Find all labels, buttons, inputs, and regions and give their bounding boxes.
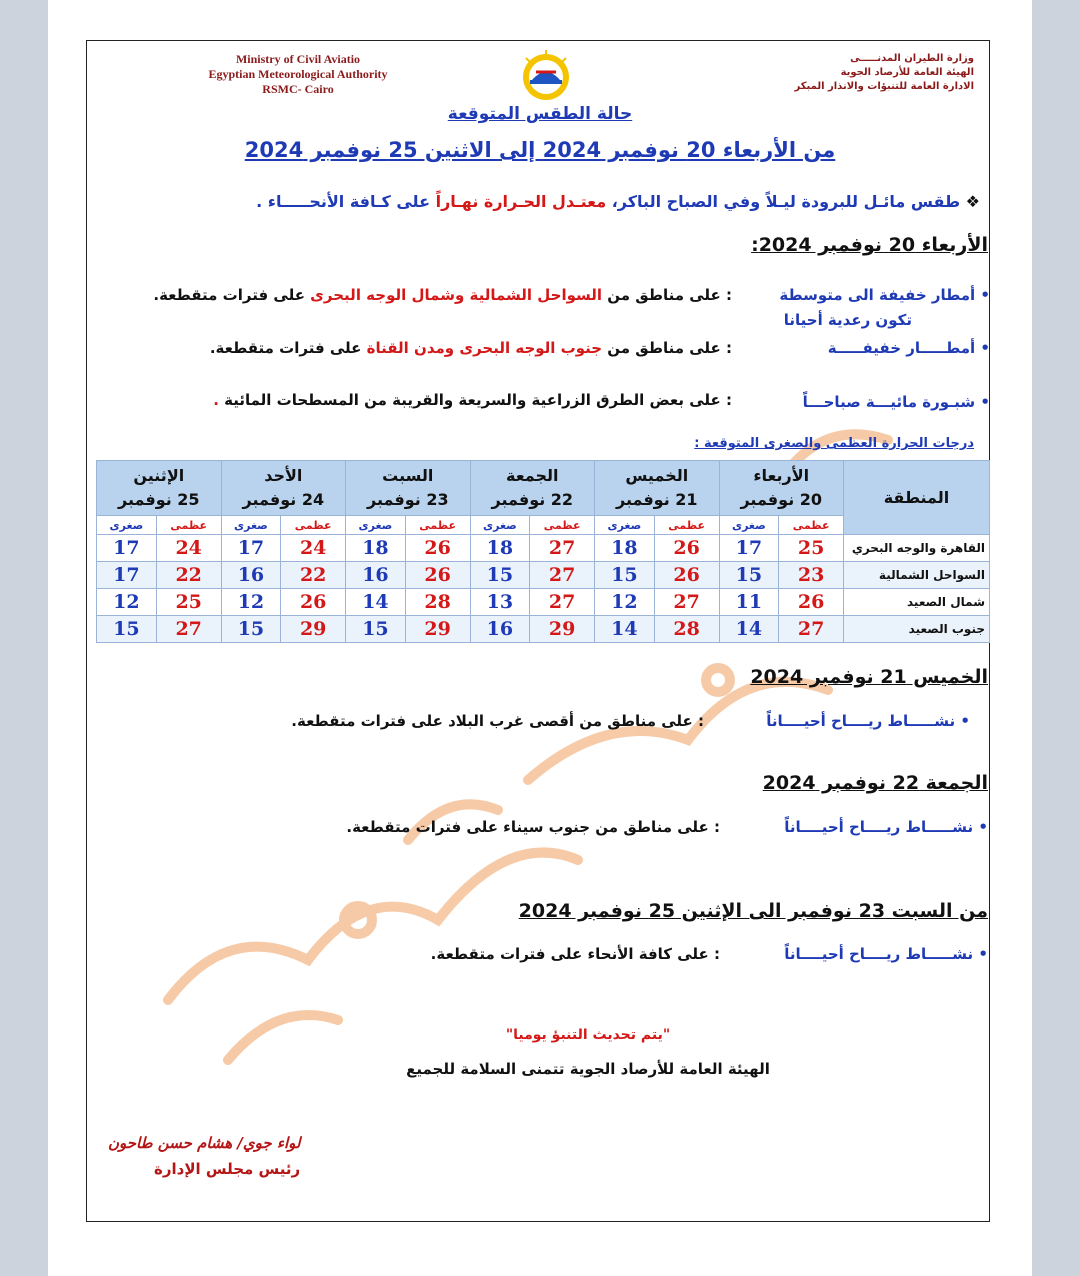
max-cell: 22 [156, 562, 221, 589]
sat-text: : على كافة الأنحاء على فترات متقطعة. [430, 945, 720, 963]
table-row [97, 616, 990, 643]
region-cell: شمال الصعيد [844, 589, 990, 616]
wed-item2-text: : على مناطق من جنوب الوجه البحرى ومدن القناة على فترات متقطعة. [209, 339, 732, 357]
signature-title: رئيس مجلس الإدارة [154, 1160, 301, 1178]
wed-item2-phen: • أمطـــــار خفيفـــــة [827, 339, 990, 357]
wed-item3-text: : على بعض الطرق الزراعية والسريعة والقريبة من المسطحات المائية . [213, 391, 732, 409]
thu-text: : على مناطق من أقصى غرب البلاد على فترات متقطعة. [291, 712, 704, 730]
authority-ar: الهيئة العامة للأرصاد الجوية [840, 67, 974, 78]
day-header: الأحد 24 نوفمبر [221, 461, 345, 516]
min-cell: 14 [719, 616, 779, 643]
min-cell: 17 [97, 562, 157, 589]
max-cell: 28 [405, 589, 470, 616]
min-cell: 11 [719, 589, 779, 616]
day-header: الخميس 21 نوفمبر [595, 461, 719, 516]
table-header-row [97, 461, 990, 516]
region-cell: السواحل الشمالية [844, 562, 990, 589]
ema-logo-icon [518, 50, 574, 102]
document-page [48, 0, 1032, 1276]
min-cell: 18 [346, 535, 406, 562]
safety-wish: الهيئة العامة للأرصاد الجوية تتمنى السلامة للجميع [406, 1060, 770, 1078]
min-label: صغرى [346, 516, 406, 535]
table-row [97, 562, 990, 589]
thu-heading: الخميس 21 نوفمبر 2024 [750, 666, 988, 688]
fri-heading: الجمعة 22 نوفمبر 2024 [762, 772, 988, 794]
daily-update-note: "يتم تحديث التنبؤ يوميا" [505, 1027, 671, 1043]
min-cell: 18 [595, 535, 655, 562]
max-cell: 26 [405, 535, 470, 562]
wed-heading: الأربعاء 20 نوفمبر 2024: [751, 234, 988, 256]
min-cell: 14 [595, 616, 655, 643]
max-cell: 26 [281, 589, 346, 616]
max-cell: 27 [530, 589, 595, 616]
max-cell: 27 [779, 616, 844, 643]
region-header: المنطقة [844, 461, 990, 535]
temps-caption: درجات الحرارة العظمى والصغرى المتوقعة : [694, 436, 974, 451]
min-cell: 12 [221, 589, 281, 616]
max-cell: 26 [779, 589, 844, 616]
wed-item1-phen: • أمطار خفيفة الى متوسطة [779, 286, 990, 304]
ministry-en: Ministry of Civil Aviatio [235, 52, 361, 66]
thu-phen: • نشـــــاط ريــــاح أحيــــاناً [766, 712, 970, 730]
min-cell: 18 [470, 535, 530, 562]
max-cell: 25 [779, 535, 844, 562]
max-cell: 26 [654, 562, 719, 589]
min-cell: 15 [346, 616, 406, 643]
arabic-header [674, 52, 974, 94]
day-header: الأربعاء 20 نوفمبر [719, 461, 843, 516]
summary-part2: معتـدل الحـرارة نهـاراً [430, 192, 607, 211]
min-cell: 15 [470, 562, 530, 589]
signature-name: لواء جوي/ هشام حسن طاحون [108, 1134, 301, 1152]
min-cell: 13 [470, 589, 530, 616]
day-header: الإثنين 25 نوفمبر [97, 461, 222, 516]
min-cell: 16 [346, 562, 406, 589]
max-cell: 26 [405, 562, 470, 589]
max-label: عظمى [654, 516, 719, 535]
min-label: صغرى [719, 516, 779, 535]
wed-item3-phen: • شبـورة مائيـــة صباحـــاً [802, 393, 990, 411]
fri-text: : على مناطق من جنوب سيناء على فترات متقطعة. [346, 818, 720, 836]
min-cell: 17 [97, 535, 157, 562]
max-label: عظمى [779, 516, 844, 535]
rsmc-en: RSMC- Cairo [262, 82, 334, 96]
min-label: صغرى [97, 516, 157, 535]
table-row [97, 589, 990, 616]
max-cell: 27 [654, 589, 719, 616]
max-label: عظمى [281, 516, 346, 535]
min-cell: 12 [97, 589, 157, 616]
max-cell: 22 [281, 562, 346, 589]
max-cell: 29 [281, 616, 346, 643]
min-cell: 15 [97, 616, 157, 643]
min-cell: 17 [221, 535, 281, 562]
max-cell: 27 [530, 562, 595, 589]
department-ar: الادارة العامة للتنبؤات والانذار المبكر [794, 81, 974, 92]
ministry-ar: وزارة الطيران المدنـــــى [850, 53, 974, 64]
max-cell: 23 [779, 562, 844, 589]
max-cell: 24 [156, 535, 221, 562]
min-cell: 12 [595, 589, 655, 616]
forecast-title: حالة الطقس المتوقعة [447, 104, 633, 124]
min-label: صغرى [595, 516, 655, 535]
region-cell: القاهرة والوجه البحري [844, 535, 990, 562]
max-label: عظمى [156, 516, 221, 535]
max-cell: 28 [654, 616, 719, 643]
max-cell: 24 [281, 535, 346, 562]
region-cell: جنوب الصعيد [844, 616, 990, 643]
min-label: صغرى [221, 516, 281, 535]
min-cell: 15 [595, 562, 655, 589]
summary-bullet: ❖ [965, 192, 980, 211]
min-cell: 17 [719, 535, 779, 562]
min-cell: 15 [719, 562, 779, 589]
temperature-table [96, 460, 990, 643]
max-cell: 29 [530, 616, 595, 643]
fri-phen: • نشـــــاط ريــــاح أحيــــاناً [784, 818, 988, 836]
max-label: عظمى [405, 516, 470, 535]
max-label: عظمى [530, 516, 595, 535]
sat-heading: من السبت 23 نوفمبر الى الإثنين 25 نوفمبر 2024 [518, 900, 988, 922]
summary-part1: طقس مائـل للبرودة ليـلاً وفي الصباح الباكر، [606, 192, 961, 211]
min-cell: 14 [346, 589, 406, 616]
english-header [148, 52, 448, 97]
sat-phen: • نشـــــاط ريــــاح أحيــــاناً [784, 945, 988, 963]
max-cell: 25 [156, 589, 221, 616]
forecast-period: من الأربعاء 20 نوفمبر 2024 إلى الاثنين 25 نوفمبر 2024 [244, 138, 836, 162]
min-cell: 16 [470, 616, 530, 643]
summary-part3: على كـافة الأنحـــــاء . [256, 192, 431, 211]
min-cell: 15 [221, 616, 281, 643]
table-row [97, 535, 990, 562]
max-cell: 27 [156, 616, 221, 643]
max-cell: 27 [530, 535, 595, 562]
day-header: الجمعة 22 نوفمبر [470, 461, 594, 516]
authority-en: Egyptian Meteorological Authority [208, 67, 388, 81]
max-cell: 29 [405, 616, 470, 643]
summary-line [256, 192, 980, 211]
day-header: السبت 23 نوفمبر [346, 461, 470, 516]
min-cell: 16 [221, 562, 281, 589]
min-label: صغرى [470, 516, 530, 535]
wed-item1-text: : على مناطق من السواحل الشمالية وشمال الوجه البحرى على فترات متقطعة. [153, 286, 732, 304]
wed-item1-sub: تكون رعدية أحيانا [783, 311, 912, 329]
max-cell: 26 [654, 535, 719, 562]
